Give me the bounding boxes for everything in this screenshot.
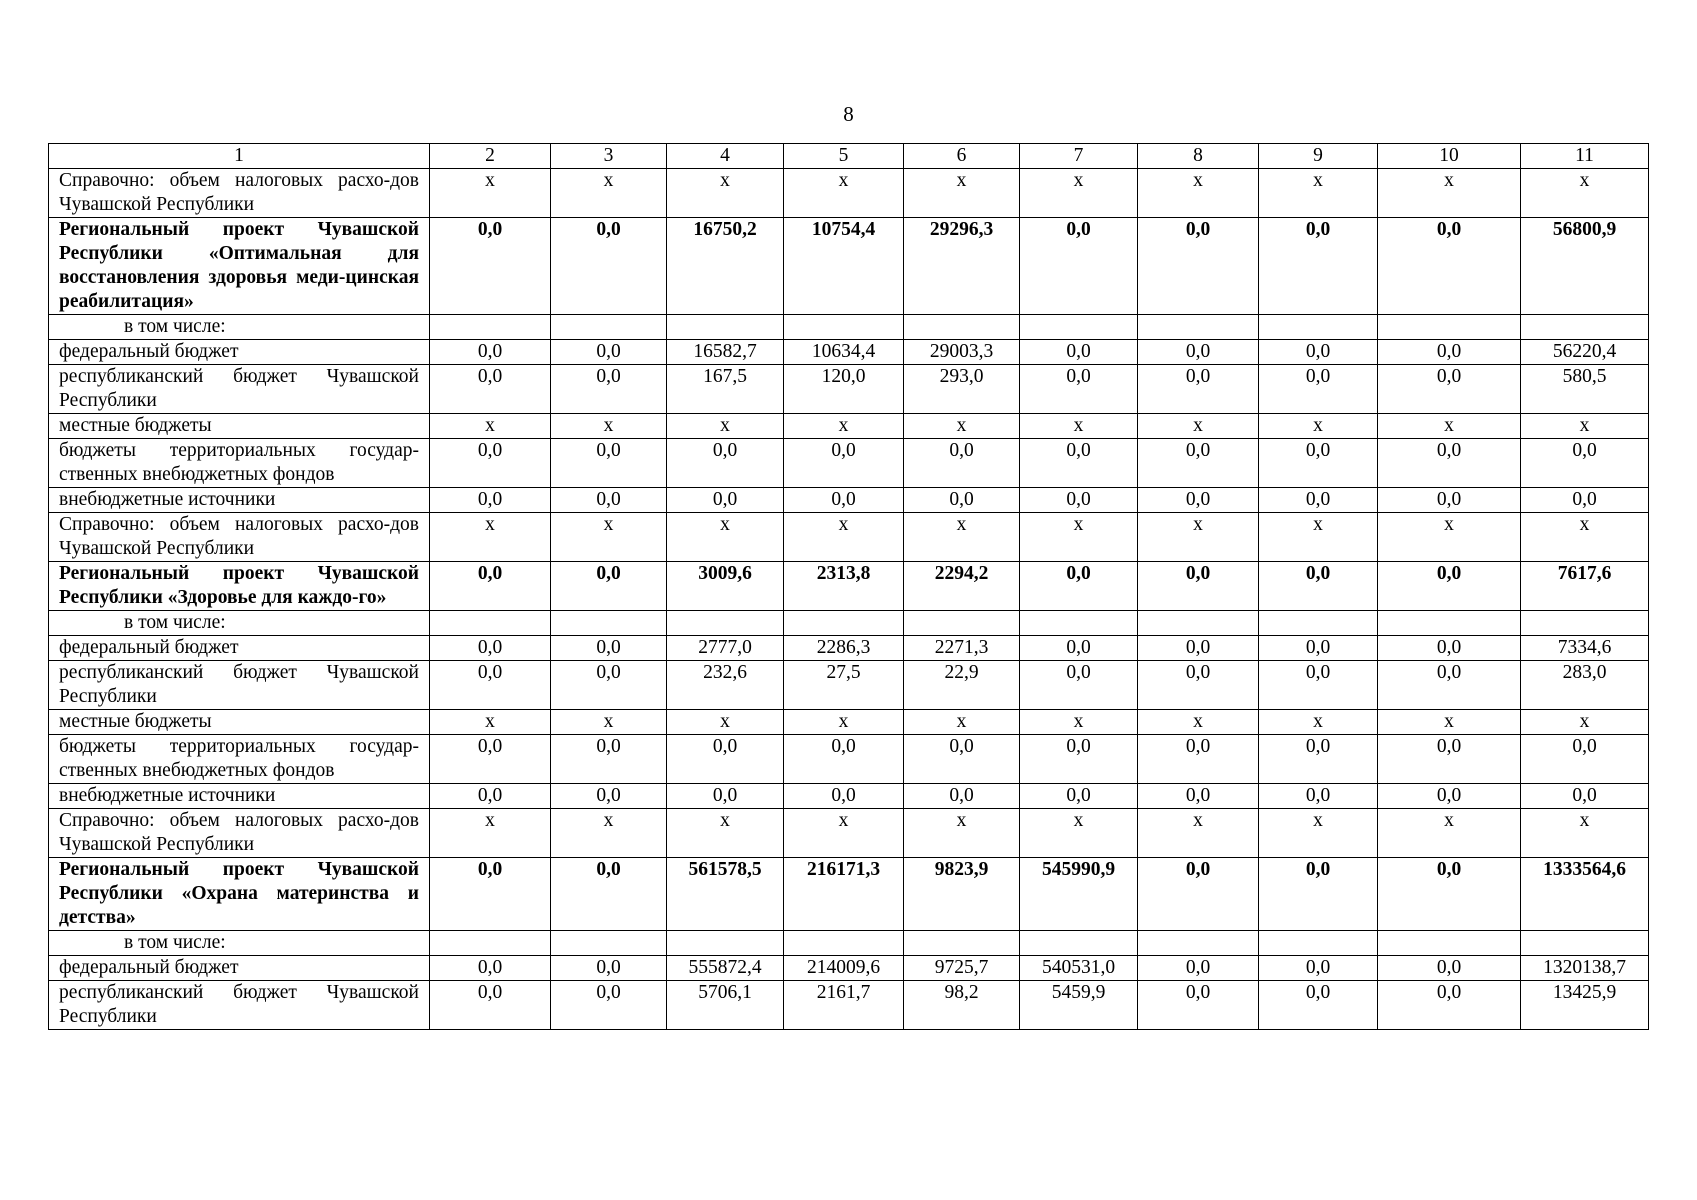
value-cell-col-8: 0,0 — [1138, 365, 1259, 414]
value-cell-col-7: х — [1020, 414, 1138, 439]
column-number-6: 6 — [904, 144, 1020, 169]
value-cell-col-3: 0,0 — [551, 439, 667, 488]
row-label: федеральный бюджет — [49, 340, 430, 365]
value-cell-col-6: х — [904, 809, 1020, 858]
value-cell-col-6: 0,0 — [904, 439, 1020, 488]
value-cell-col-11: 0,0 — [1521, 439, 1649, 488]
value-cell-col-4: 0,0 — [667, 784, 784, 809]
value-cell-col-7 — [1020, 315, 1138, 340]
value-cell-col-3: 0,0 — [551, 488, 667, 513]
value-cell-col-2: 0,0 — [430, 735, 551, 784]
table-row — [49, 439, 1649, 488]
value-cell-col-8 — [1138, 611, 1259, 636]
value-cell-col-4: 2777,0 — [667, 636, 784, 661]
value-cell-col-10: 0,0 — [1378, 365, 1521, 414]
value-cell-col-3: 0,0 — [551, 735, 667, 784]
value-cell-col-6: х — [904, 710, 1020, 735]
value-cell-col-10: 0,0 — [1378, 858, 1521, 931]
value-cell-col-5: х — [784, 710, 904, 735]
row-label: в том числе: — [49, 315, 430, 340]
column-number-1: 1 — [49, 144, 430, 169]
value-cell-col-6: х — [904, 513, 1020, 562]
row-label: республиканский бюджет Чувашской Республики — [49, 365, 430, 414]
table-body — [49, 144, 1649, 1030]
value-cell-col-6: 293,0 — [904, 365, 1020, 414]
table-row — [49, 956, 1649, 981]
value-cell-col-10 — [1378, 931, 1521, 956]
value-cell-col-4: х — [667, 809, 784, 858]
row-label: в том числе: — [49, 931, 430, 956]
value-cell-col-11: х — [1521, 710, 1649, 735]
value-cell-col-5: 0,0 — [784, 784, 904, 809]
value-cell-col-11: 1333564,6 — [1521, 858, 1649, 931]
value-cell-col-2: 0,0 — [430, 365, 551, 414]
table-row — [49, 488, 1649, 513]
value-cell-col-7: х — [1020, 710, 1138, 735]
value-cell-col-5: 10754,4 — [784, 218, 904, 315]
value-cell-col-6: х — [904, 169, 1020, 218]
value-cell-col-11: 56220,4 — [1521, 340, 1649, 365]
value-cell-col-6: 2271,3 — [904, 636, 1020, 661]
value-cell-col-5: х — [784, 513, 904, 562]
value-cell-col-6: 2294,2 — [904, 562, 1020, 611]
row-label: внебюджетные источники — [49, 784, 430, 809]
value-cell-col-7: 0,0 — [1020, 340, 1138, 365]
value-cell-col-2: х — [430, 513, 551, 562]
value-cell-col-9: 0,0 — [1259, 562, 1378, 611]
value-cell-col-4 — [667, 611, 784, 636]
column-number-9: 9 — [1259, 144, 1378, 169]
value-cell-col-4: х — [667, 169, 784, 218]
row-label: внебюджетные источники — [49, 488, 430, 513]
value-cell-col-2: 0,0 — [430, 661, 551, 710]
value-cell-col-2: х — [430, 169, 551, 218]
value-cell-col-2: 0,0 — [430, 218, 551, 315]
value-cell-col-3: 0,0 — [551, 340, 667, 365]
column-number-2: 2 — [430, 144, 551, 169]
value-cell-col-10: х — [1378, 513, 1521, 562]
value-cell-col-5: 27,5 — [784, 661, 904, 710]
value-cell-col-8: 0,0 — [1138, 735, 1259, 784]
value-cell-col-7: 0,0 — [1020, 735, 1138, 784]
value-cell-col-5: 0,0 — [784, 735, 904, 784]
row-label: федеральный бюджет — [49, 636, 430, 661]
value-cell-col-5 — [784, 315, 904, 340]
table-row — [49, 315, 1649, 340]
row-label: местные бюджеты — [49, 414, 430, 439]
value-cell-col-7: 540531,0 — [1020, 956, 1138, 981]
column-number-5: 5 — [784, 144, 904, 169]
value-cell-col-4: 3009,6 — [667, 562, 784, 611]
value-cell-col-6: 0,0 — [904, 488, 1020, 513]
value-cell-col-11: х — [1521, 169, 1649, 218]
value-cell-col-2 — [430, 315, 551, 340]
value-cell-col-8: х — [1138, 809, 1259, 858]
budget-table — [48, 143, 1649, 1030]
value-cell-col-4: х — [667, 513, 784, 562]
value-cell-col-8: 0,0 — [1138, 439, 1259, 488]
table-row — [49, 931, 1649, 956]
value-cell-col-2: 0,0 — [430, 439, 551, 488]
table-row — [49, 414, 1649, 439]
table-row — [49, 513, 1649, 562]
value-cell-col-5: 120,0 — [784, 365, 904, 414]
column-number-row — [49, 144, 1649, 169]
value-cell-col-9: 0,0 — [1259, 735, 1378, 784]
column-number-3: 3 — [551, 144, 667, 169]
value-cell-col-10: 0,0 — [1378, 981, 1521, 1030]
table-row — [49, 710, 1649, 735]
value-cell-col-2: 0,0 — [430, 858, 551, 931]
value-cell-col-8 — [1138, 931, 1259, 956]
table-row — [49, 981, 1649, 1030]
value-cell-col-11: 283,0 — [1521, 661, 1649, 710]
value-cell-col-7: 0,0 — [1020, 365, 1138, 414]
value-cell-col-3 — [551, 931, 667, 956]
value-cell-col-2: 0,0 — [430, 784, 551, 809]
value-cell-col-6 — [904, 611, 1020, 636]
value-cell-col-4: 16582,7 — [667, 340, 784, 365]
value-cell-col-5: 2161,7 — [784, 981, 904, 1030]
value-cell-col-11: 580,5 — [1521, 365, 1649, 414]
value-cell-col-9: 0,0 — [1259, 956, 1378, 981]
value-cell-col-8: 0,0 — [1138, 636, 1259, 661]
value-cell-col-3: 0,0 — [551, 365, 667, 414]
value-cell-col-3: 0,0 — [551, 562, 667, 611]
value-cell-col-7: 0,0 — [1020, 562, 1138, 611]
value-cell-col-8: 0,0 — [1138, 981, 1259, 1030]
value-cell-col-5: х — [784, 169, 904, 218]
value-cell-col-5: 0,0 — [784, 439, 904, 488]
value-cell-col-6: 22,9 — [904, 661, 1020, 710]
value-cell-col-6 — [904, 315, 1020, 340]
value-cell-col-11: 1320138,7 — [1521, 956, 1649, 981]
value-cell-col-2: 0,0 — [430, 956, 551, 981]
value-cell-col-7 — [1020, 611, 1138, 636]
value-cell-col-11: х — [1521, 513, 1649, 562]
value-cell-col-3: 0,0 — [551, 218, 667, 315]
row-label: Справочно: объем налоговых расхо-дов Чувашской Республики — [49, 513, 430, 562]
value-cell-col-2: х — [430, 710, 551, 735]
value-cell-col-10: 0,0 — [1378, 956, 1521, 981]
value-cell-col-7: х — [1020, 809, 1138, 858]
value-cell-col-10 — [1378, 315, 1521, 340]
value-cell-col-5: х — [784, 809, 904, 858]
value-cell-col-8: 0,0 — [1138, 956, 1259, 981]
value-cell-col-9: 0,0 — [1259, 439, 1378, 488]
value-cell-col-11 — [1521, 931, 1649, 956]
value-cell-col-10 — [1378, 611, 1521, 636]
row-label: бюджеты территориальных государ-ственных внебюджетных фондов — [49, 439, 430, 488]
project-row — [49, 562, 1649, 611]
value-cell-col-7: 0,0 — [1020, 784, 1138, 809]
table-row — [49, 340, 1649, 365]
value-cell-col-4 — [667, 931, 784, 956]
value-cell-col-7: 0,0 — [1020, 439, 1138, 488]
value-cell-col-5: 214009,6 — [784, 956, 904, 981]
column-number-8: 8 — [1138, 144, 1259, 169]
value-cell-col-9: 0,0 — [1259, 218, 1378, 315]
value-cell-col-10: 0,0 — [1378, 661, 1521, 710]
value-cell-col-6: х — [904, 414, 1020, 439]
row-label: республиканский бюджет Чувашской Республики — [49, 661, 430, 710]
value-cell-col-2 — [430, 931, 551, 956]
value-cell-col-3: 0,0 — [551, 784, 667, 809]
value-cell-col-9: х — [1259, 809, 1378, 858]
value-cell-col-9: 0,0 — [1259, 858, 1378, 931]
table-row — [49, 809, 1649, 858]
value-cell-col-3: х — [551, 169, 667, 218]
table-row — [49, 735, 1649, 784]
row-label: Региональный проект Чувашской Республики «Здоровье для каждо-го» — [49, 562, 430, 611]
value-cell-col-5: 216171,3 — [784, 858, 904, 931]
value-cell-col-9: 0,0 — [1259, 981, 1378, 1030]
value-cell-col-11: 0,0 — [1521, 784, 1649, 809]
value-cell-col-9 — [1259, 931, 1378, 956]
value-cell-col-11: 0,0 — [1521, 488, 1649, 513]
value-cell-col-10: 0,0 — [1378, 636, 1521, 661]
value-cell-col-8: 0,0 — [1138, 784, 1259, 809]
project-row — [49, 218, 1649, 315]
value-cell-col-8: х — [1138, 414, 1259, 439]
value-cell-col-3: х — [551, 809, 667, 858]
value-cell-col-2: 0,0 — [430, 636, 551, 661]
value-cell-col-5: 2286,3 — [784, 636, 904, 661]
value-cell-col-7: х — [1020, 169, 1138, 218]
value-cell-col-4: х — [667, 414, 784, 439]
row-label: Региональный проект Чувашской Республики «Охрана материнства и детства» — [49, 858, 430, 931]
value-cell-col-4: 5706,1 — [667, 981, 784, 1030]
value-cell-col-2: х — [430, 809, 551, 858]
value-cell-col-10: 0,0 — [1378, 439, 1521, 488]
value-cell-col-3: 0,0 — [551, 636, 667, 661]
value-cell-col-9 — [1259, 315, 1378, 340]
row-label: бюджеты территориальных государ-ственных внебюджетных фондов — [49, 735, 430, 784]
value-cell-col-9: 0,0 — [1259, 340, 1378, 365]
value-cell-col-11: х — [1521, 414, 1649, 439]
value-cell-col-4: 232,6 — [667, 661, 784, 710]
row-label: федеральный бюджет — [49, 956, 430, 981]
value-cell-col-9: х — [1259, 710, 1378, 735]
table-row — [49, 365, 1649, 414]
project-row — [49, 858, 1649, 931]
value-cell-col-5: 2313,8 — [784, 562, 904, 611]
value-cell-col-6: 9823,9 — [904, 858, 1020, 931]
value-cell-col-3: х — [551, 710, 667, 735]
value-cell-col-2: 0,0 — [430, 488, 551, 513]
value-cell-col-5: х — [784, 414, 904, 439]
value-cell-col-9: 0,0 — [1259, 784, 1378, 809]
value-cell-col-6: 29296,3 — [904, 218, 1020, 315]
value-cell-col-9: 0,0 — [1259, 488, 1378, 513]
value-cell-col-7: 0,0 — [1020, 661, 1138, 710]
value-cell-col-7: 5459,9 — [1020, 981, 1138, 1030]
value-cell-col-8 — [1138, 315, 1259, 340]
value-cell-col-9 — [1259, 611, 1378, 636]
value-cell-col-10: х — [1378, 809, 1521, 858]
value-cell-col-11: 0,0 — [1521, 735, 1649, 784]
column-number-10: 10 — [1378, 144, 1521, 169]
value-cell-col-8: 0,0 — [1138, 661, 1259, 710]
value-cell-col-9: х — [1259, 169, 1378, 218]
value-cell-col-3: 0,0 — [551, 956, 667, 981]
value-cell-col-10: 0,0 — [1378, 735, 1521, 784]
value-cell-col-4: 561578,5 — [667, 858, 784, 931]
value-cell-col-8: 0,0 — [1138, 858, 1259, 931]
value-cell-col-7: 0,0 — [1020, 488, 1138, 513]
value-cell-col-3: 0,0 — [551, 858, 667, 931]
value-cell-col-7: 0,0 — [1020, 636, 1138, 661]
value-cell-col-8: 0,0 — [1138, 562, 1259, 611]
value-cell-col-3: 0,0 — [551, 981, 667, 1030]
value-cell-col-10: х — [1378, 169, 1521, 218]
value-cell-col-10: 0,0 — [1378, 562, 1521, 611]
row-label: Региональный проект Чувашской Республики «Оптимальная для восстановления здоровья меди-цинская реабилитация» — [49, 218, 430, 315]
value-cell-col-4: 167,5 — [667, 365, 784, 414]
row-label: Справочно: объем налоговых расхо-дов Чувашской Республики — [49, 809, 430, 858]
row-label: республиканский бюджет Чувашской Республики — [49, 981, 430, 1030]
column-number-7: 7 — [1020, 144, 1138, 169]
value-cell-col-8: 0,0 — [1138, 218, 1259, 315]
value-cell-col-6 — [904, 931, 1020, 956]
value-cell-col-11 — [1521, 611, 1649, 636]
value-cell-col-6: 0,0 — [904, 784, 1020, 809]
value-cell-col-3: х — [551, 513, 667, 562]
value-cell-col-5 — [784, 931, 904, 956]
row-label: в том числе: — [49, 611, 430, 636]
value-cell-col-11: 7617,6 — [1521, 562, 1649, 611]
value-cell-col-7: 545990,9 — [1020, 858, 1138, 931]
value-cell-col-9: 0,0 — [1259, 365, 1378, 414]
value-cell-col-8: 0,0 — [1138, 340, 1259, 365]
value-cell-col-4: 0,0 — [667, 735, 784, 784]
value-cell-col-4 — [667, 315, 784, 340]
value-cell-col-2: х — [430, 414, 551, 439]
value-cell-col-9: 0,0 — [1259, 661, 1378, 710]
row-label: Справочно: объем налоговых расхо-дов Чувашской Республики — [49, 169, 430, 218]
value-cell-col-8: х — [1138, 513, 1259, 562]
column-number-11: 11 — [1521, 144, 1649, 169]
value-cell-col-6: 98,2 — [904, 981, 1020, 1030]
value-cell-col-2 — [430, 611, 551, 636]
table-row — [49, 784, 1649, 809]
value-cell-col-4: 0,0 — [667, 439, 784, 488]
value-cell-col-4: 555872,4 — [667, 956, 784, 981]
table-row — [49, 636, 1649, 661]
value-cell-col-5: 10634,4 — [784, 340, 904, 365]
value-cell-col-5 — [784, 611, 904, 636]
table-row — [49, 169, 1649, 218]
value-cell-col-10: 0,0 — [1378, 784, 1521, 809]
value-cell-col-3 — [551, 315, 667, 340]
value-cell-col-3: х — [551, 414, 667, 439]
value-cell-col-7: 0,0 — [1020, 218, 1138, 315]
column-number-4: 4 — [667, 144, 784, 169]
value-cell-col-4: 0,0 — [667, 488, 784, 513]
value-cell-col-11: 56800,9 — [1521, 218, 1649, 315]
value-cell-col-10: 0,0 — [1378, 218, 1521, 315]
value-cell-col-10: 0,0 — [1378, 340, 1521, 365]
value-cell-col-9: 0,0 — [1259, 636, 1378, 661]
value-cell-col-8: 0,0 — [1138, 488, 1259, 513]
value-cell-col-4: х — [667, 710, 784, 735]
value-cell-col-6: 29003,3 — [904, 340, 1020, 365]
table-row — [49, 661, 1649, 710]
value-cell-col-7: х — [1020, 513, 1138, 562]
table-row — [49, 611, 1649, 636]
value-cell-col-11 — [1521, 315, 1649, 340]
value-cell-col-2: 0,0 — [430, 340, 551, 365]
value-cell-col-10: х — [1378, 414, 1521, 439]
value-cell-col-10: х — [1378, 710, 1521, 735]
value-cell-col-8: х — [1138, 710, 1259, 735]
value-cell-col-3: 0,0 — [551, 661, 667, 710]
value-cell-col-6: 9725,7 — [904, 956, 1020, 981]
value-cell-col-11: х — [1521, 809, 1649, 858]
value-cell-col-8: х — [1138, 169, 1259, 218]
value-cell-col-5: 0,0 — [784, 488, 904, 513]
value-cell-col-4: 16750,2 — [667, 218, 784, 315]
value-cell-col-11: 13425,9 — [1521, 981, 1649, 1030]
value-cell-col-10: 0,0 — [1378, 488, 1521, 513]
value-cell-col-2: 0,0 — [430, 562, 551, 611]
row-label: местные бюджеты — [49, 710, 430, 735]
value-cell-col-9: х — [1259, 414, 1378, 439]
page-number: 8 — [843, 102, 854, 126]
value-cell-col-2: 0,0 — [430, 981, 551, 1030]
value-cell-col-11: 7334,6 — [1521, 636, 1649, 661]
value-cell-col-6: 0,0 — [904, 735, 1020, 784]
value-cell-col-7 — [1020, 931, 1138, 956]
value-cell-col-3 — [551, 611, 667, 636]
value-cell-col-9: х — [1259, 513, 1378, 562]
